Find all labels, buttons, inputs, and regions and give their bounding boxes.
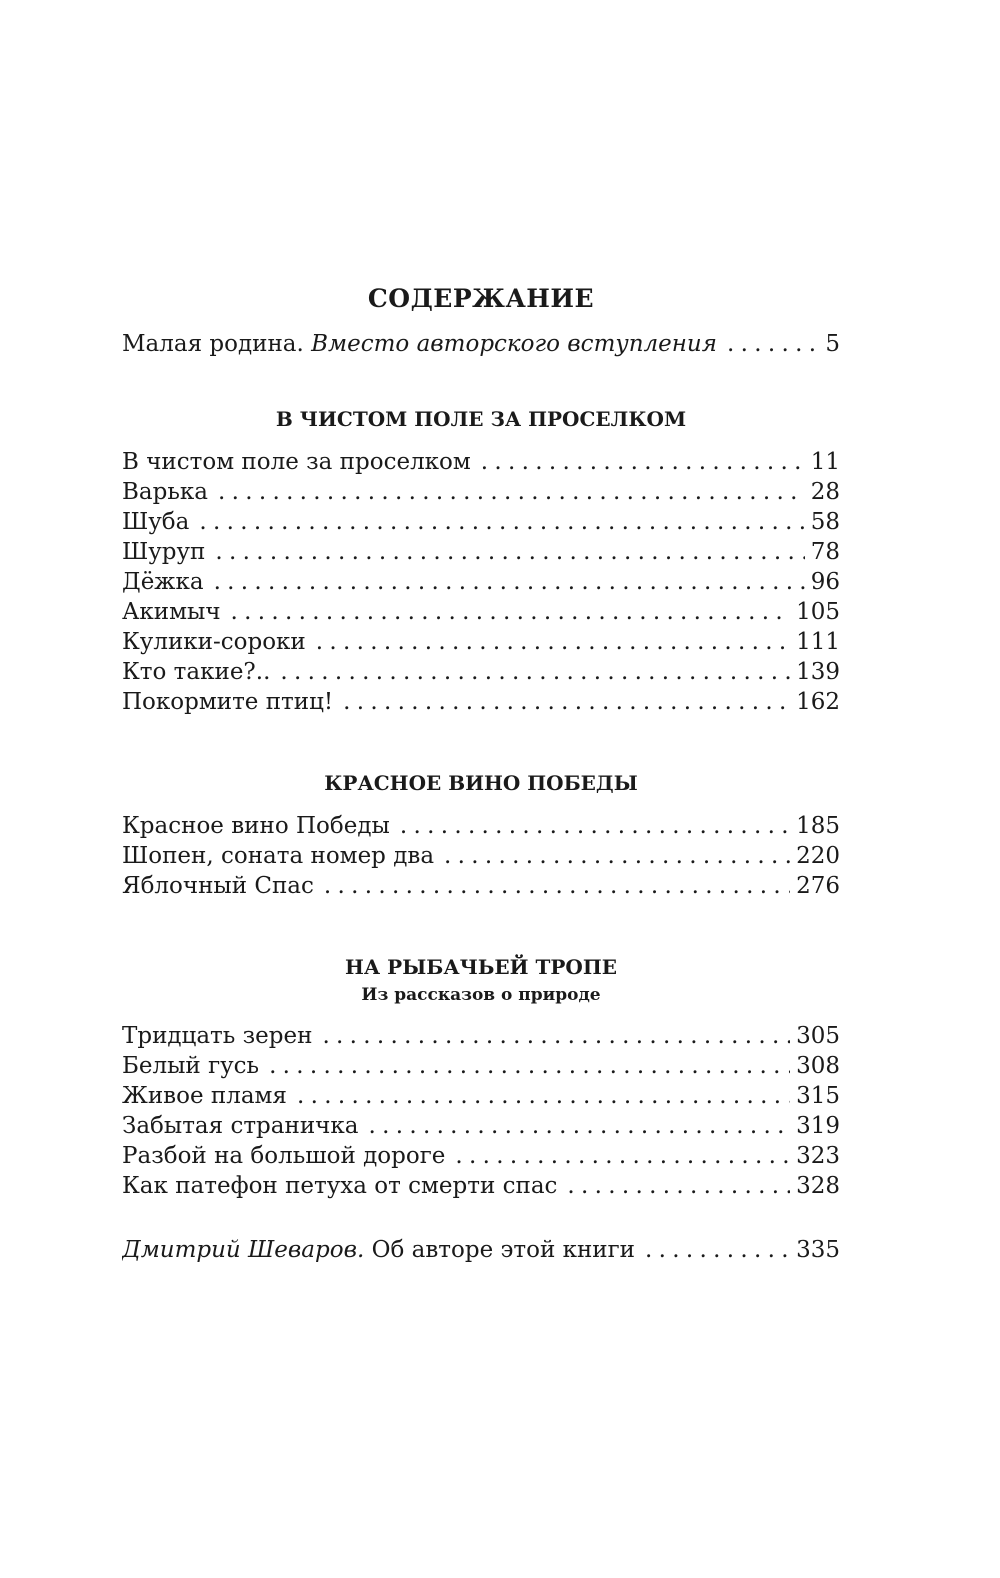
dot-leader (400, 811, 790, 841)
toc-entry-page: 328 (796, 1173, 840, 1199)
section-entries (122, 447, 840, 717)
section-heading: КРАСНОЕ ВИНО ПОБЕДЫ (324, 771, 638, 795)
toc-entry-title: Дёжка (122, 569, 204, 595)
toc-entry-page: 28 (810, 479, 840, 505)
toc-entry[interactable] (122, 1111, 840, 1141)
dot-leader (368, 1111, 790, 1141)
toc-entry-page: 11 (810, 449, 840, 475)
toc-entry[interactable] (122, 841, 840, 871)
dot-leader (444, 841, 790, 871)
dot-leader (218, 477, 805, 507)
toc-entry-page: 315 (796, 1083, 840, 1109)
toc-entry[interactable] (122, 537, 840, 567)
toc-entry-page: 323 (796, 1143, 840, 1169)
toc-entry-title: Шуруп (122, 539, 206, 565)
toc-entry-title: Разбой на большой дороге (122, 1143, 446, 1169)
toc-entry[interactable] (122, 1081, 840, 1111)
dot-leader (567, 1171, 790, 1201)
toc-entry-page: 308 (796, 1053, 840, 1079)
dot-leader (280, 657, 790, 687)
page-title: СОДЕРЖАНИЕ (367, 284, 595, 313)
toc-entry[interactable] (122, 687, 840, 717)
toc-entry-title: Как патефон петуха от смерти спас (122, 1173, 558, 1199)
toc-entry-title: Белый гусь (122, 1053, 260, 1079)
toc-entry-page: 111 (796, 629, 840, 655)
toc-entry-page: 220 (796, 843, 840, 869)
toc-entry-page: 139 (796, 659, 840, 685)
toc-entry[interactable] (122, 811, 840, 841)
dot-leader (645, 1235, 790, 1265)
toc-entry-page: 96 (810, 569, 840, 595)
toc-entry-page: 162 (796, 689, 840, 715)
dot-leader (727, 329, 819, 359)
toc-entry-page: 305 (796, 1023, 840, 1049)
toc-entry-title: Шуба (122, 509, 190, 535)
dot-leader (215, 537, 804, 567)
toc-entry-title: В чистом поле за проселком (122, 449, 471, 475)
dot-leader (324, 871, 790, 901)
toc-entry[interactable] (122, 1141, 840, 1171)
toc-entry-title: Кулики-сороки (122, 629, 306, 655)
toc-entry[interactable] (122, 477, 840, 507)
toc-entry[interactable] (122, 1021, 840, 1051)
toc-entry-afterword[interactable] (122, 1235, 840, 1265)
toc-entry-title: Покормите птиц! (122, 689, 334, 715)
dot-leader (214, 567, 805, 597)
toc-entry[interactable] (122, 567, 840, 597)
toc-entry[interactable] (122, 871, 840, 901)
section-subheading: Из рассказов о природе (361, 985, 601, 1005)
toc-entry-page: 335 (796, 1237, 840, 1263)
toc-entry[interactable] (122, 597, 840, 627)
section-entries (122, 1021, 840, 1201)
dot-leader (297, 1081, 790, 1111)
toc-entry[interactable] (122, 657, 840, 687)
table-of-contents (122, 282, 840, 1265)
toc-entry-intro[interactable] (122, 329, 840, 359)
dot-leader (322, 1021, 790, 1051)
toc-entry-title: Тридцать зерен (122, 1023, 313, 1049)
toc-entry-page: 58 (810, 509, 840, 535)
dot-leader (269, 1051, 790, 1081)
toc-entry-page: 105 (796, 599, 840, 625)
dot-leader (199, 507, 804, 537)
toc-entry-title: Яблочный Спас (122, 873, 314, 899)
toc-entry[interactable] (122, 447, 840, 477)
section-heading: НА РЫБАЧЬЕЙ ТРОПЕ (345, 955, 617, 979)
toc-entry[interactable] (122, 1051, 840, 1081)
dot-leader (316, 627, 790, 657)
dot-leader (343, 687, 790, 717)
toc-entry-page: 276 (796, 873, 840, 899)
toc-entry-title: Варька (122, 479, 208, 505)
toc-entry-title: Кто такие?.. (122, 659, 271, 685)
toc-entry-title: Живое пламя (122, 1083, 287, 1109)
toc-entry-page: 5 (825, 331, 840, 357)
toc-entry-title: Забытая страничка (122, 1113, 359, 1139)
toc-entry[interactable] (122, 507, 840, 537)
dot-leader (231, 597, 791, 627)
toc-entry-title: Акимыч (122, 599, 221, 625)
toc-entry-title: Дмитрий Шеваров. Об авторе этой книги (122, 1237, 635, 1263)
dot-leader (455, 1141, 790, 1171)
section-heading: В ЧИСТОМ ПОЛЕ ЗА ПРОСЕЛКОМ (275, 407, 687, 431)
toc-entry-italic-author: Дмитрий Шеваров. (122, 1237, 365, 1263)
dot-leader (481, 447, 805, 477)
section-entries (122, 811, 840, 901)
toc-entry[interactable] (122, 1171, 840, 1201)
toc-entry[interactable] (122, 627, 840, 657)
toc-entry-page: 78 (810, 539, 840, 565)
toc-entry-title: Шопен, соната номер два (122, 843, 435, 869)
toc-entry-title: Красное вино Победы (122, 813, 390, 839)
toc-entry-page: 319 (796, 1113, 840, 1139)
toc-entry-italic-subtitle: Вместо авторского вступления (311, 331, 717, 357)
toc-entry-title: Малая родина. Вместо авторского вступления (122, 331, 717, 357)
toc-entry-page: 185 (796, 813, 840, 839)
